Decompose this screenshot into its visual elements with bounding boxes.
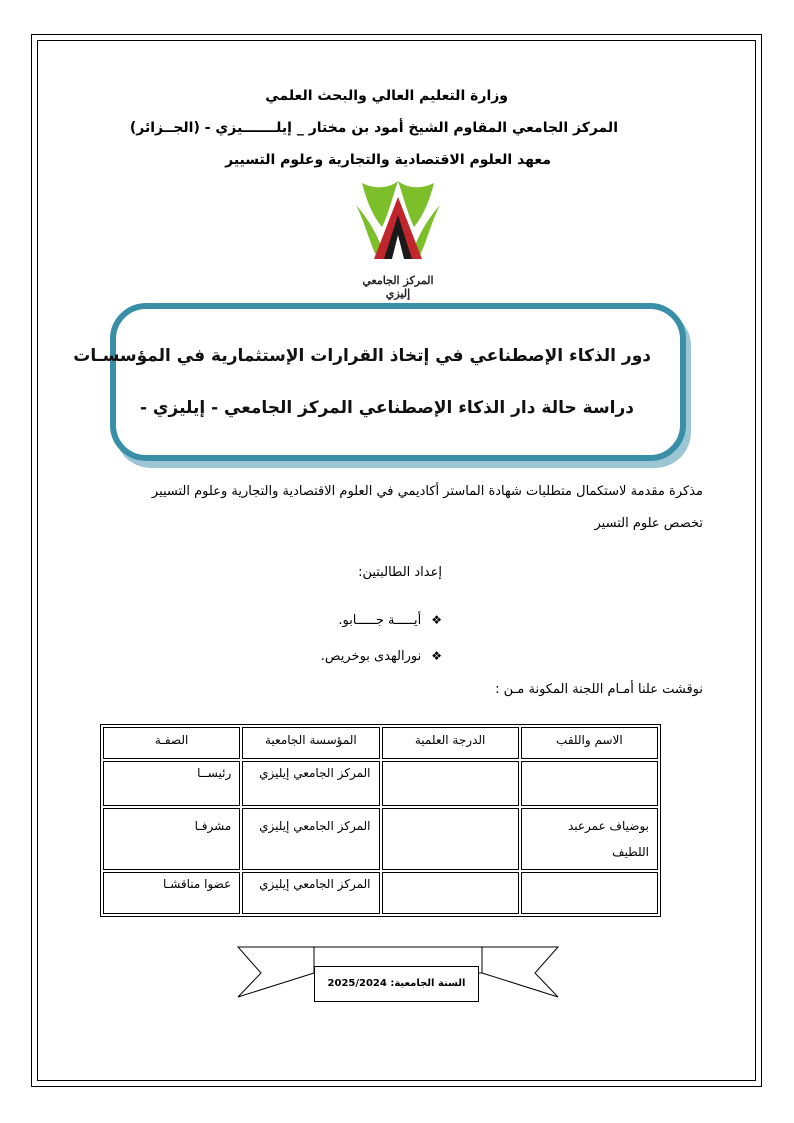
- table-header-row: [103, 727, 658, 759]
- committee-table: [100, 724, 661, 917]
- institute-heading: معهد العلوم الاقتصادية والتجارية وعلوم التسيير: [225, 152, 551, 168]
- student-item: [338, 613, 442, 628]
- cell-institution: المركز الجامعي إيليزي: [242, 808, 379, 870]
- cell-role: مشرفـا: [103, 808, 240, 870]
- diamond-bullet-icon: ❖: [431, 649, 442, 663]
- case-study-title: دراسة حالة دار الذكاء الإصطناعي المركز الجامعي - إيليزي -: [139, 398, 634, 418]
- committee-intro: نوقشت علنا أمـام اللجنة المكونة مـن :: [495, 682, 703, 697]
- cell-institution: المركز الجامعي إيليزي: [242, 872, 379, 914]
- academic-year: السنة الجامعية: 2025/2024: [314, 966, 479, 1002]
- logo-caption: المركز الجامعي إليزي: [362, 274, 434, 300]
- ministry-heading: وزارة التعليم العالي والبحث العلمي: [265, 88, 508, 104]
- cell-name: [521, 872, 658, 914]
- table-row: [103, 808, 658, 870]
- cell-grade: [382, 808, 519, 870]
- cell-name: [521, 761, 658, 806]
- header-name: الاسم واللقب: [521, 727, 658, 759]
- cell-grade: [382, 761, 519, 806]
- student-item: [321, 649, 442, 664]
- diamond-bullet-icon: ❖: [431, 613, 442, 627]
- cell-institution: المركز الجامعي إيليزي: [242, 761, 379, 806]
- cell-grade: [382, 872, 519, 914]
- memo-purpose: مذكرة مقدمة لاستكمال متطلبات شهادة الماستر أكاديمي في العلوم الاقتصادية والتجارية وعلوم التسيير: [151, 484, 703, 499]
- table-row: [103, 872, 658, 914]
- header-role: الصفـة: [103, 727, 240, 759]
- title-box: [110, 303, 686, 461]
- table-row: [103, 761, 658, 806]
- cell-role: رئيســا: [103, 761, 240, 806]
- cell-role: عضوا مناقشـا: [103, 872, 240, 914]
- thesis-title: دور الذكاء الإصطناعي في إتخاذ القرارات الإستثمارية في المؤسسـات: [73, 346, 651, 366]
- students-label: إعداد الطالبتين:: [358, 565, 442, 580]
- header-institution: المؤسسة الجامعية: [242, 727, 379, 759]
- header-grade: الدرجة العلمية: [382, 727, 519, 759]
- university-heading: المركز الجامعي المقاوم الشيخ أمود بن مختار _ إيلـــــــيزي - (الجــزائر): [129, 120, 618, 136]
- student-name: أيـــــة جـــــابو.: [338, 613, 422, 628]
- student-name: نورالهدى بوخريص.: [320, 649, 422, 664]
- memo-specialty: تخصص علوم التسير: [594, 516, 703, 531]
- cell-name: بوضياف عمرعبد اللطيف: [521, 808, 658, 870]
